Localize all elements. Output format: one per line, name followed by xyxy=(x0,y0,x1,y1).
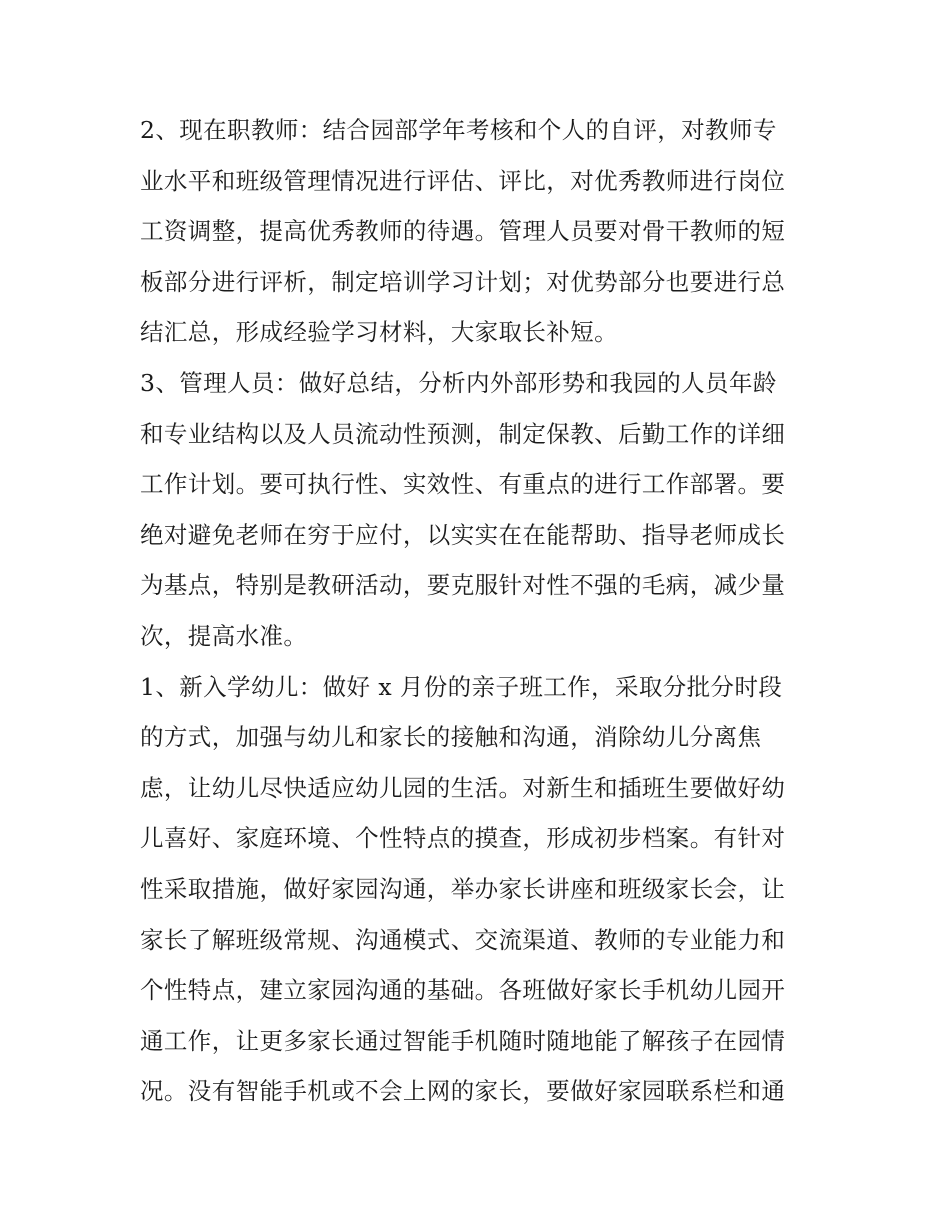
text-line: 为基点，特别是教研活动，要克服针对性不强的毛病，减少量 xyxy=(140,571,786,600)
text-line: 的方式，加强与幼儿和家长的接触和沟通，消除幼儿分离焦 xyxy=(140,723,762,752)
text-line: 儿喜好、家庭环境、个性特点的摸查，形成初步档案。有针对 xyxy=(140,824,786,853)
text-line: 家长了解班级常规、沟通模式、交流渠道、教师的专业能力和 xyxy=(140,925,786,954)
text-line: 个性特点，建立家园沟通的基础。各班做好家长手机幼儿园开 xyxy=(140,976,786,1005)
text-line: 板部分进行评析，制定培训学习计划；对优势部分也要进行总 xyxy=(140,267,786,296)
text-line: 结汇总，形成经验学习材料，大家取长补短。 xyxy=(140,318,618,347)
text-line: 3、管理人员：做好总结，分析内外部形势和我园的人员年龄 xyxy=(140,368,777,397)
text-line: 2、现在职教师：结合园部学年考核和个人的自评，对教师专 xyxy=(140,116,777,144)
text-line: 绝对避免老师在穷于应付，以实实在在能帮助、指导老师成长 xyxy=(140,520,786,549)
text-line: 和专业结构以及人员流动性预测，制定保教、后勤工作的详细 xyxy=(140,419,786,448)
text-line: 工资调整，提高优秀教师的待遇。管理人员要对骨干教师的短 xyxy=(140,217,786,246)
document-page xyxy=(140,105,812,1117)
text-line: 次，提高水准。 xyxy=(140,621,308,650)
paragraph-new-children xyxy=(140,662,812,1117)
text-line: 工作计划。要可执行性、实效性、有重点的进行工作部署。要 xyxy=(140,470,786,499)
text-line: 业水平和班级管理情况进行评估、评比，对优秀教师进行岗位 xyxy=(140,166,786,195)
text-line: 性采取措施，做好家园沟通，举办家长讲座和班级家长会，让 xyxy=(140,874,786,903)
text-line: 通工作，让更多家长通过智能手机随时随地能了解孩子在园情 xyxy=(140,1026,786,1055)
text-line: 况。没有智能手机或不会上网的家长，要做好家园联系栏和通 xyxy=(140,1077,786,1106)
paragraph-management xyxy=(140,358,812,662)
paragraph-current-teachers xyxy=(140,105,812,358)
text-line: 虑，让幼儿尽快适应幼儿园的生活。对新生和插班生要做好幼 xyxy=(140,773,786,802)
text-line: 1、新入学幼儿：做好 x 月份的亲子班工作，采取分批分时段 xyxy=(140,672,783,701)
